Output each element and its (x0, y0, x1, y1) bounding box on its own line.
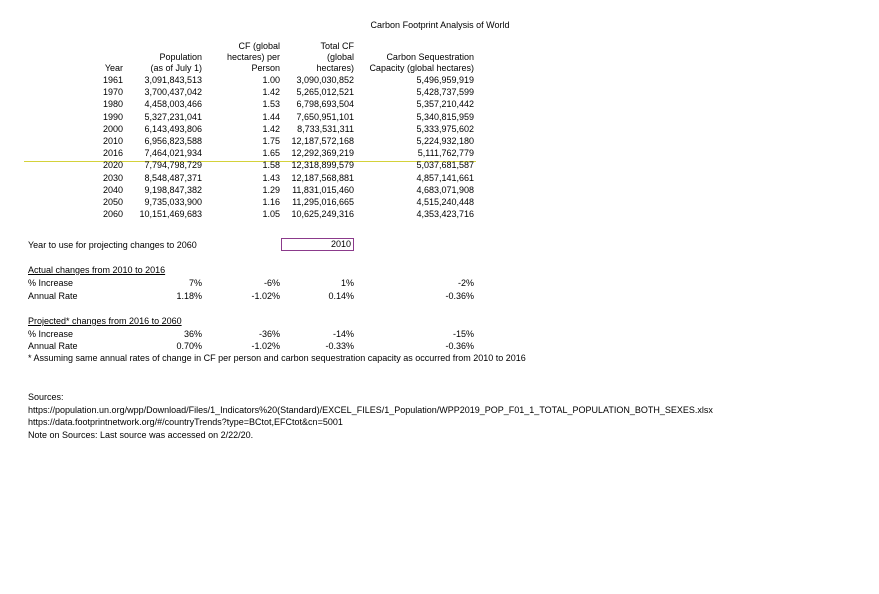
table-cell-year: 1990 (102, 111, 123, 122)
actual-heading: Actual changes from 2010 to 2016 (28, 265, 166, 275)
header-total-cf (282, 41, 354, 74)
table-cell-seq: 5,224,932,180 (416, 136, 474, 146)
table-cell-year: 1970 (102, 87, 123, 98)
table-cell-population: 3,700,437,042 (144, 87, 202, 98)
header-year: Year (104, 63, 123, 73)
table-cell-year: 2050 (102, 197, 123, 207)
projected-pct-cf: -36% (258, 329, 280, 339)
table-cell-total: 3,090,030,852 (296, 75, 354, 85)
table-cell-cf: 1.29 (262, 184, 280, 195)
table-cell-population: 4,458,003,466 (144, 99, 202, 110)
table-cell-seq: 5,340,815,959 (416, 111, 474, 122)
actual-pct-cf: -6% (263, 278, 280, 288)
table-cell-total: 11,831,015,460 (292, 184, 354, 195)
table-cell-year: 2060 (102, 209, 123, 220)
table-cell-cf: 1.58 (262, 160, 280, 171)
table-cell-cf: 1.16 (262, 197, 280, 207)
table-cell-year: 1961 (102, 75, 123, 85)
table-cell-total: 7,650,951,101 (296, 111, 354, 122)
table-cell-seq: 5,357,210,442 (416, 99, 474, 110)
projected-rate-population: 0.70% (176, 341, 202, 351)
table-cell-population: 7,794,798,729 (144, 160, 202, 171)
table-cell-total: 6,798,693,504 (296, 99, 354, 110)
table-cell-seq: 5,037,681,587 (416, 160, 474, 171)
table-cell-total: 8,733,531,311 (297, 123, 354, 134)
table-cell-seq: 5,496,959,919 (416, 75, 474, 85)
table-cell-seq: 4,353,423,716 (416, 209, 474, 220)
projection-year-label: Year to use for projecting changes to 2060 (28, 240, 197, 250)
table-cell-seq: 5,111,762,779 (417, 148, 474, 159)
table-cell-cf: 1.65 (262, 148, 280, 159)
sources-label: Sources: (28, 392, 64, 402)
projected-pct-label: % Increase (28, 329, 74, 339)
header-seq-line2: Capacity (global hectares) (369, 63, 474, 73)
projected-rate-total: -0.33% (325, 341, 354, 351)
table-cell-cf: 1.42 (262, 87, 280, 98)
actual-pct-population: 7% (188, 278, 202, 288)
table-cell-seq: 4,683,071,908 (416, 184, 474, 195)
table-cell-year: 2010 (102, 136, 123, 146)
table-cell-cf: 1.43 (262, 172, 280, 183)
projected-heading: Projected* changes from 2016 to 2060 (28, 316, 182, 326)
table-cell-population: 3,091,843,513 (144, 75, 202, 85)
table-cell-cf: 1.75 (262, 136, 280, 146)
table-cell-total: 11,295,016,665 (292, 197, 354, 207)
table-cell-population: 9,735,033,900 (144, 197, 202, 207)
header-seq-line1: Carbon Sequestration (386, 52, 474, 62)
header-cf-line1: CF (global (238, 41, 280, 51)
header-population-line1: Population (159, 52, 202, 62)
source-link-un[interactable]: https://population.un.org/wpp/Download/Files/1_Indicators%20(Standard)/EXCEL_FILES/1_Population/WPP2019_POP_F01_1_TOTAL_POPULATION_BOTH_SEXES.xlsx (28, 405, 713, 415)
projected-pct-population: 36% (183, 329, 202, 339)
header-population-line2: (as of July 1) (150, 63, 202, 73)
table-cell-total: 5,265,012,521 (296, 87, 354, 98)
sheet-title: Carbon Footprint Analysis of World (370, 20, 510, 30)
header-cf-line2: hectares) per (226, 52, 280, 62)
actual-pct-total: 1% (340, 278, 354, 288)
table-cell-cf: 1.53 (262, 99, 280, 110)
table-cell-total: 12,187,572,168 (291, 136, 354, 146)
actual-rate-label: Annual Rate (28, 291, 78, 301)
projected-rate-cf: -1.02% (251, 341, 280, 351)
actual-rate-seq: -0.36% (445, 291, 474, 301)
table-cell-total: 12,292,369,219 (291, 148, 354, 159)
projection-year-input[interactable]: 2010 (281, 238, 354, 251)
table-cell-population: 10,151,469,683 (139, 209, 202, 220)
actual-pct-seq: -2% (457, 278, 474, 288)
table-cell-population: 5,327,231,041 (144, 111, 202, 122)
actual-rate-total: 0.14% (328, 291, 354, 301)
table-cell-total: 12,318,899,579 (291, 160, 354, 171)
table-cell-seq: 4,857,141,661 (416, 172, 474, 183)
table-cell-cf: 1.05 (262, 209, 280, 220)
table-cell-cf: 1.44 (262, 111, 280, 122)
table-cell-year: 2016 (102, 148, 123, 159)
table-cell-year: 1980 (102, 99, 123, 110)
header-cf-per-person (205, 41, 280, 74)
table-cell-seq: 5,428,737,599 (416, 87, 474, 98)
header-total-line1: Total CF (320, 41, 354, 51)
table-cell-population: 6,143,493,806 (144, 123, 202, 134)
table-cell-total: 12,187,568,881 (291, 172, 354, 183)
actual-pct-label: % Increase (28, 278, 74, 288)
header-population (120, 52, 202, 74)
table-cell-population: 8,548,487,371 (144, 172, 202, 183)
table-cell-population: 9,198,847,382 (144, 184, 202, 195)
header-sequestration (355, 52, 474, 74)
projected-rate-label: Annual Rate (28, 341, 78, 351)
table-cell-population: 6,956,823,588 (144, 136, 202, 146)
header-total-line2: (global (326, 52, 354, 62)
projected-footnote: * Assuming same annual rates of change in CF per person and carbon sequestration capacity as occurred from 2010 to 2016 (28, 353, 526, 363)
sources-note: Note on Sources: Last source was accessed on 2/22/20. (28, 430, 254, 440)
table-cell-year: 2020 (102, 160, 123, 171)
table-cell-total: 10,625,249,316 (291, 209, 354, 220)
header-total-line3: hectares) (316, 63, 354, 73)
table-cell-population: 7,464,021,934 (144, 148, 202, 159)
table-cell-year: 2040 (102, 184, 123, 195)
table-cell-cf: 1.00 (262, 75, 280, 85)
header-cf-line3: Person (251, 63, 280, 73)
source-link-footprint[interactable]: https://data.footprintnetwork.org/#/countryTrends?type=BCtot,EFCtot&cn=5001 (28, 417, 343, 427)
table-cell-year: 2000 (102, 123, 123, 134)
table-cell-year: 2030 (102, 172, 123, 183)
projected-pct-seq: -15% (452, 329, 474, 339)
actual-rate-population: 1.18% (176, 291, 202, 301)
projected-pct-total: -14% (332, 329, 354, 339)
table-cell-seq: 5,333,975,602 (416, 123, 474, 134)
actual-rate-cf: -1.02% (251, 291, 280, 301)
projected-rate-seq: -0.36% (445, 341, 474, 351)
table-cell-seq: 4,515,240,448 (416, 197, 474, 207)
table-cell-cf: 1.42 (262, 123, 280, 134)
